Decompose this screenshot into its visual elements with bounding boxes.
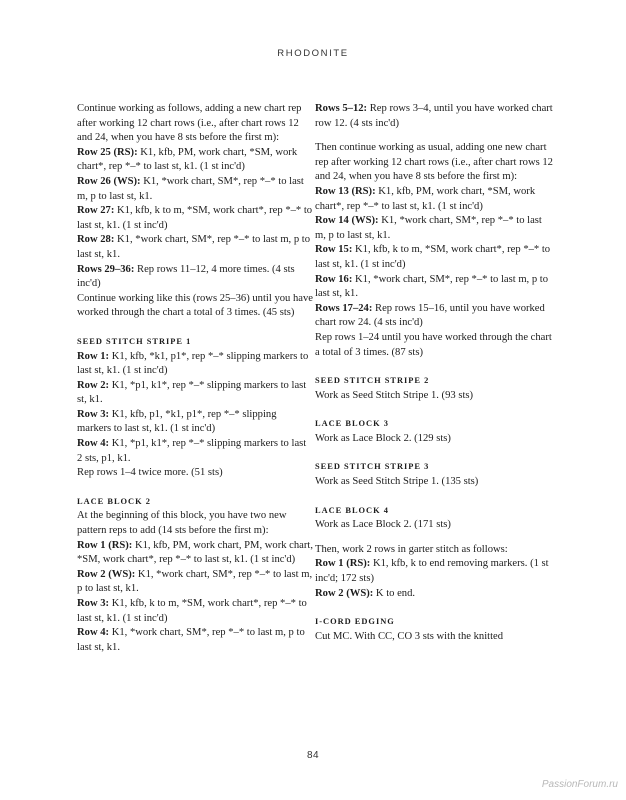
page-number: 84 xyxy=(306,750,320,761)
section-text: Work as Lace Block 2. (171 sts) xyxy=(315,519,451,531)
row-instruction: Row 14 (WS): K1, *work chart, SM*, rep *–* to last m, p to last st, k1. xyxy=(315,215,542,241)
intro-paragraph: At the beginning of this block, you have two new pattern reps to add (14 sts before the first m): xyxy=(77,510,287,537)
repeat-paragraph: Rep rows 1–4 twice more. (51 sts) xyxy=(77,467,223,479)
intro-paragraph: Then continue working as usual, adding one new chart rep after working 12 chart rows (i.e., after chart rows 12 and 24, when you have 8 sts before the first m): xyxy=(315,142,553,183)
row-instruction: Rows 5–12: Rep rows 3–4, until you have worked chart row 12. (4 sts inc'd) xyxy=(315,103,553,129)
section-heading-lace-block-2: LACE BLOCK 2 xyxy=(77,496,151,506)
row-instruction: Row 16: K1, *work chart, SM*, rep *–* to last m, p to last st, k1. xyxy=(315,273,549,300)
repeat-paragraph: Rep rows 1–24 until you have worked through the chart a total of 3 times. (87 sts) xyxy=(315,331,552,358)
watermark: PassionForum.ru xyxy=(541,779,618,790)
right-column xyxy=(315,102,555,644)
section-heading-lace-block-4: LACE BLOCK 4 xyxy=(315,505,389,515)
row-instruction: Rows 29–36: Rep rows 11–12, 4 more times. (4 sts inc'd) xyxy=(77,263,295,290)
section-text: Work as Lace Block 2. (129 sts) xyxy=(315,432,451,444)
intro-paragraph: Continue working as follows, adding a new chart rep after working 12 chart rows (i.e., after chart rows 12 and 24, when you have 8 sts before the first m): xyxy=(77,103,302,144)
page-header: RHODONITE xyxy=(277,48,349,59)
row-instruction: Row 26 (WS): K1, *work chart, SM*, rep *–* to last m, p to last st, k1. xyxy=(77,175,304,202)
row-instruction: Row 4: K1, *work chart, SM*, rep *–* to last m, p to last st, k1. xyxy=(77,627,305,653)
row-instruction: Row 3: K1, kfb, k to m, *SM, work chart*, rep *–* to last st, k1. (1 st inc'd) xyxy=(77,598,307,624)
row-instruction: Row 2: K1, *p1, k1*, rep *–* slipping markers to last st, k1. xyxy=(77,379,307,406)
row-instruction: Row 1: K1, kfb, *k1, p1*, rep *–* slipping markers to last st, k1. (1 st inc'd) xyxy=(77,350,309,377)
section-heading-seed-stitch-2: SEED STITCH STRIPE 2 xyxy=(315,376,430,386)
row-instruction: Row 25 (RS): K1, kfb, PM, work chart, *SM, work chart*, rep *–* to last st, k1. (1 st inc'd) xyxy=(77,146,298,173)
left-column xyxy=(77,102,313,655)
row-instruction: Row 2 (WS): K1, *work chart, SM*, rep *–* to last m, p to last st, k1. xyxy=(77,568,313,595)
row-instruction: Row 15: K1, kfb, k to m, *SM, work chart*, rep *–* to last st, k1. (1 st inc'd) xyxy=(315,244,551,270)
section-heading-seed-stitch-3: SEED STITCH STRIPE 3 xyxy=(315,462,430,472)
section-heading-lace-block-3: LACE BLOCK 3 xyxy=(315,419,389,429)
section-text: Work as Seed Stitch Stripe 1. (135 sts) xyxy=(315,476,479,488)
row-instruction: Row 13 (RS): K1, kfb, PM, work chart, *SM, work chart*, rep *–* to last st, k1. (1 st inc'd) xyxy=(315,185,536,212)
intro-paragraph: Then, work 2 rows in garter stitch as follows: xyxy=(315,543,508,555)
row-instruction: Row 2 (WS): K to end. xyxy=(315,587,416,599)
row-instruction: Row 3: K1, kfb, p1, *k1, p1*, rep *–* slipping markers to last st, k1. (1 st inc'd) xyxy=(77,408,277,435)
section-heading-seed-stitch-1: SEED STITCH STRIPE 1 xyxy=(77,336,192,346)
section-heading-icord-edging: I-CORD EDGING xyxy=(315,617,395,627)
row-instruction: Row 1 (RS): K1, kfb, k to end removing markers. (1 st inc'd; 172 sts) xyxy=(315,558,549,585)
row-instruction: Row 27: K1, kfb, k to m, *SM, work chart*, rep *–* to last st, k1. (1 st inc'd) xyxy=(77,205,313,231)
section-text: Cut MC. With CC, CO 3 sts with the knitted xyxy=(315,630,504,642)
continue-paragraph: Continue working like this (rows 25–36) until you have worked through the chart a total of 3 times. (45 sts) xyxy=(77,292,313,319)
row-instruction: Row 28: K1, *work chart, SM*, rep *–* to last m, p to last st, k1. xyxy=(77,234,311,260)
section-text: Work as Seed Stitch Stripe 1. (93 sts) xyxy=(315,389,474,401)
row-instruction: Row 4: K1, *p1, k1*, rep *–* slipping markers to last 2 sts, p1, k1. xyxy=(77,438,307,464)
row-instruction: Rows 17–24: Rep rows 15–16, until you have worked chart row 24. (4 sts inc'd) xyxy=(315,302,545,329)
row-instruction: Row 1 (RS): K1, kfb, PM, work chart, PM, work chart, *SM, work chart*, rep *–* to last st, k1. (1 st inc'd) xyxy=(77,539,313,566)
